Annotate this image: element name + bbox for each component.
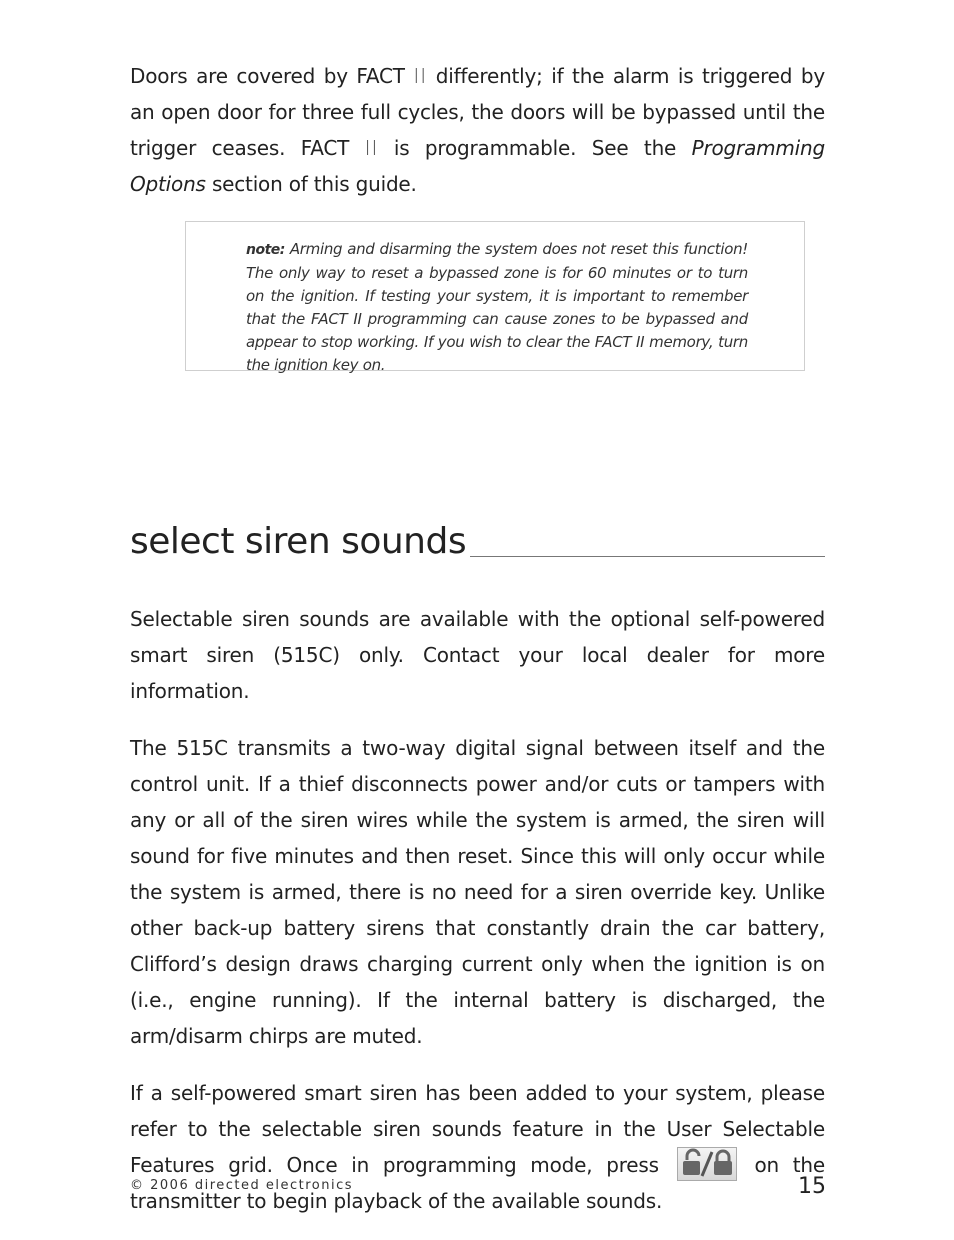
intro-text-4: section of this guide. (205, 172, 417, 196)
note-body: Arming and disarming the system does not reset this function! The only way to reset a bypassed zone is for 60 minutes or to turn on the ignition. If testing your system, it is important to remember that the FACT II programming can cause zones to be bypassed and appear to stop working. If you wish to clear the FACT II memory, turn the ignition key on. (246, 240, 748, 374)
section-paragraph-2: The 515C transmits a two-way digital signal between itself and the control unit. If a thief disconnects power and/or cuts or tampers with any or all of the siren wires while the system is armed, the siren will sound for five minutes and then reset. Since this will only occur while the system is armed, there is no need for a siren override key. Unlike other back-up battery sirens that constantly drain the car battery, Clifford’s design draws charging current only when the ignition is on (i.e., engine running). If the internal battery is discharged, the arm/disarm chirps are muted. (130, 736, 825, 1048)
fact-roman-numeral-2: II (364, 136, 379, 160)
section-paragraph-1: Selectable siren sounds are available with the optional self-powered smart siren (515C) only. Contact your local dealer for more information. (130, 607, 825, 703)
section-heading: select siren sounds (130, 521, 470, 562)
intro-block (130, 58, 825, 202)
intro-text-1: Doors are covered by FACT (130, 64, 414, 88)
fact-roman-numeral: II (413, 64, 428, 88)
footer-copyright: © 2006 directed electronics (130, 1178, 354, 1193)
section-heading-row (130, 510, 825, 562)
intro-paragraph (130, 58, 825, 202)
page-number: 15 (798, 1174, 826, 1199)
note-box (185, 221, 805, 374)
section-body (130, 601, 825, 1240)
para3-text-before: If a self-powered smart siren has been added to your system, please refer to the selectable siren sounds feature in the User Selectable Features grid. Once in programming mode, press (130, 1081, 825, 1177)
para3-text-after: on the transmitter to begin playback of the available sounds. (130, 1153, 825, 1213)
note-text (246, 238, 748, 377)
intro-text-3: is programmable. See the (378, 136, 692, 160)
programming-options-reference: Programming Options (130, 136, 826, 196)
section-paragraph-3 (130, 1075, 825, 1219)
lock-unlock-icon (677, 1147, 737, 1181)
note-label: note: (246, 242, 285, 258)
intro-text-2: differently; if the alarm is triggered by an open door for three full cycles, the doors will be bypassed until the trigger ceases. FACT (130, 64, 825, 160)
